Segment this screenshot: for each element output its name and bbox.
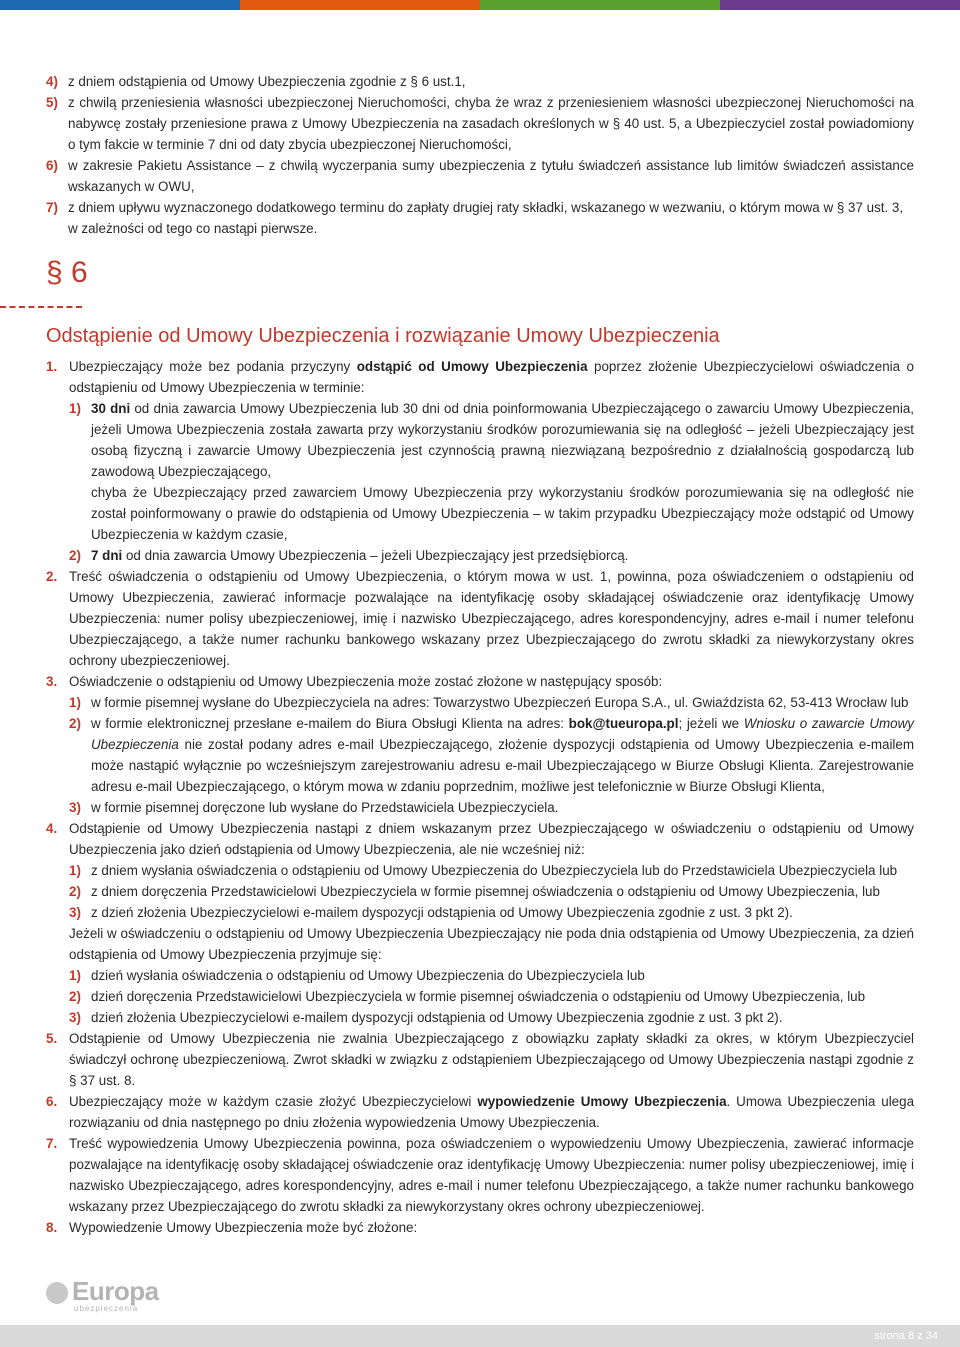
section-number: § 6 <box>46 256 88 289</box>
sub-item <box>69 986 914 1007</box>
sub-item-text: dzień wysłania oświadczenia o odstąpieniu od Umowy Ubezpieczenia do Ubezpieczyciela lub <box>91 968 645 983</box>
europa-logo <box>46 1276 166 1316</box>
paragraph-text: . Umowa Ubezpieczenia ulega rozwiązaniu od dnia następnego po dniu złożenia wypowiedzenia Umowy Ubezpieczenia. <box>69 1094 915 1130</box>
document-body <box>46 71 914 1238</box>
logo-name: Europa <box>72 1276 159 1306</box>
list-number: 1) <box>69 695 81 710</box>
sub-item-text: w formie pisemnej wysłane do Ubezpieczyciela na adres: Towarzystwo Ubezpieczeń Europa S.A., ul. Gwiaździsta 62, 53-413 Wrocław lub <box>91 695 909 710</box>
paragraph-4 <box>46 818 914 1028</box>
section-title: Odstąpienie od Umowy Ubezpieczenia i rozwiązanie Umowy Ubezpieczenia <box>46 325 720 347</box>
list-number: 4) <box>46 74 58 89</box>
paragraph-number: 3. <box>46 674 58 689</box>
email-link[interactable]: bok@tueuropa.pl <box>568 716 679 731</box>
list-number: 5) <box>46 95 58 110</box>
list-number: 3) <box>69 1010 81 1025</box>
paragraph-text: Jeżeli w oświadczeniu o odstąpieniu od Umowy Ubezpieczenia Ubezpieczający nie poda dnia odstąpienia od Umowy Ubezpieczenia, za dzień odstąpienia od Umowy Ubezpieczenia przyjmuje się: <box>69 926 914 962</box>
paragraph-text: Oświadczenie o odstąpieniu od Umowy Ubezpieczenia może zostać złożone w następujący sposób: <box>69 674 663 689</box>
sub-item-text: dzień doręczenia Przedstawicielowi Ubezpieczyciela w formie pisemnej oświadczenia o odstąpieniu od Umowy Ubezpieczenia, lub <box>91 989 866 1004</box>
footer-bar <box>0 1325 960 1347</box>
paragraph-number: 1. <box>46 359 58 374</box>
sub-item-bold: 30 dni <box>91 401 131 416</box>
paragraph-text: Wypowiedzenie Umowy Ubezpieczenia może być złożone: <box>69 1220 418 1235</box>
paragraph-text: Treść oświadczenia o odstąpieniu od Umowy Ubezpieczenia, o którym mowa w ust. 1, powinna, poza oświadczeniem o odstąpieniu od Umowy Ubezpieczenia, zawierać informacje pozwalające na identyfikację osoby składającej oświadczenie oraz identyfikację Umowy Ubezpieczenia: numer polisy ubezpieczeniowej, imię i nazwisko Ubezpieczającego, adres korespondencyjny, adres e-mail i numer telefonu Ubezpieczającego, a także numer rachunku bankowego wskazany przez Ubezpieczającego do zwrotu składki za niewykorzystany okres ochrony ubezpieczeniowej. <box>69 569 914 668</box>
list-text: z chwilą przeniesienia własności ubezpieczonej Nieruchomości, chyba że wraz z przeniesieniem własności ubezpieczonej Nieruchomości na nabywcę zostały przeniesione prawa z Umowy Ubezpieczenia na zasadach określonych w § 40 ust. 5, a Ubezpieczyciel został powiadomiony o tym fakcie w terminie 7 dni od daty zbycia ubezpieczonej Nieruchomości, <box>68 95 914 152</box>
paragraph-text: poprzez złożenie Ubezpieczycielowi oświadczenia o odstąpieniu od Umowy Ubezpieczenia w terminie: <box>69 359 915 395</box>
top-bar-segment-blue <box>0 0 240 10</box>
paragraph-8 <box>46 1217 914 1238</box>
paragraph-number: 8. <box>46 1220 58 1235</box>
sub-item <box>69 881 914 902</box>
sub-item <box>69 797 914 818</box>
section-divider <box>0 306 82 308</box>
sub-item-text: w formie elektronicznej przesłane e-mailem do Biura Obsługi Klienta na adres: <box>91 716 569 731</box>
paragraph-text: Odstąpienie od Umowy Ubezpieczenia nie zwalnia Ubezpieczającego z obowiązku zapłaty składki za okres, w którym Ubezpieczyciel świadczył ochronę ubezpieczeniową. Zwrot składki w związku z odstąpieniem Ubezpieczającego od Umowy Ubezpieczenia nastąpi zgodnie z § 37 ust. 8. <box>69 1031 914 1088</box>
paragraph-text: Treść wypowiedzenia Umowy Ubezpieczenia powinna, poza oświadczeniem o wypowiedzeniu Umowy Ubezpieczenia, zawierać informacje pozwalające na identyfikację osoby składającej oświadczenie oraz identyfikację Umowy Ubezpieczenia: numer polisy ubezpieczeniowej, imię i nazwisko Ubezpieczającego, adres korespondencyjny, adres e-mail i numer telefonu Ubezpieczającego, a także numer rachunku bankowego wskazany przez Ubezpieczającego do zwrotu składki za niewykorzystany okres ochrony ubezpieczeniowej. <box>69 1136 914 1214</box>
sub-item-text: dzień złożenia Ubezpieczycielowi e-mailem dyspozycji odstąpienia od Umowy Ubezpieczenia zgodnie z ust. 3 pkt 2). <box>91 1010 783 1025</box>
paragraph-number: 5. <box>46 1031 58 1046</box>
top-color-bar <box>0 0 960 10</box>
sub-item-continuation: chyba że Ubezpieczający przed zawarciem Umowy Ubezpieczenia przy wykorzystaniu środków porozumiewania się na odległość nie został poinformowany o prawie do odstąpienia od Umowy Ubezpieczenia – w takim przypadku Ubezpieczający może odstąpić od Umowy Ubezpieczenia w każdym czasie, <box>91 485 914 542</box>
list-number: 2) <box>69 548 81 563</box>
list-number: 2) <box>69 989 81 1004</box>
list-number: 1) <box>69 863 81 878</box>
sub-item <box>69 860 914 881</box>
paragraph-bold: wypowiedzenie Umowy Ubezpieczenia <box>477 1094 727 1109</box>
sub-item-text: z dniem doręczenia Przedstawicielowi Ubezpieczyciela w formie pisemnej oświadczenia o odstąpieniu od Umowy Ubezpieczenia, lub <box>91 884 880 899</box>
sub-item-text: nie został podany adres e-mail Ubezpieczającego, złożenie dyspozycji odstąpienia od Umowy Ubezpieczenia e-mailem może nastąpić wyłącznie po wcześniejszym zarejestrowaniu adresu e-mail Ubezpieczającego w Biurze Obsługi Klienta. Zarejestrowanie adresu e-mail Ubezpieczającego, o którym mowa w zdaniu poprzednim, możliwe jest telefonicznie w Biurze Obsługi Klienta, <box>91 737 914 794</box>
sub-item <box>69 1007 914 1028</box>
paragraph-text: Ubezpieczający może bez podania przyczyny <box>69 359 357 374</box>
list-number: 1) <box>69 401 81 416</box>
sub-item <box>69 398 914 545</box>
page-number: strona 8 z 34 <box>874 1330 938 1342</box>
list-number: 3) <box>69 905 81 920</box>
logo-mark-icon <box>46 1282 68 1304</box>
paragraph-number: 7. <box>46 1136 58 1151</box>
top-bar-segment-purple <box>720 0 960 10</box>
top-bar-segment-green <box>480 0 720 10</box>
sub-item-text: ; jeżeli we <box>678 716 744 731</box>
sub-item-text: z dniem wysłania oświadczenia o odstąpieniu od Umowy Ubezpieczenia do Ubezpieczyciela lub do Przedstawiciela Ubezpieczyciela lub <box>91 863 898 878</box>
sub-item <box>69 902 914 923</box>
paragraph-7 <box>46 1133 914 1217</box>
sub-item <box>69 545 914 566</box>
paragraph-text: Odstąpienie od Umowy Ubezpieczenia nastąpi z dniem wskazanym przez Ubezpieczającego w oświadczeniu o odstąpieniu od Umowy Ubezpieczenia jako dzień odstąpienia od Umowy Ubezpieczenia, ale nie wcześniej niż: <box>69 821 914 857</box>
list-text: z dniem upływu wyznaczonego dodatkowego terminu do zapłaty drugiej raty składki, wskazanego w wezwaniu, o którym mowa w § 37 ust. 3, <box>68 200 904 215</box>
sub-item-italic: Wniosku o zawarcie Umowy Ubezpieczenia <box>91 716 914 752</box>
list-item <box>46 155 914 197</box>
paragraph-1 <box>46 356 914 566</box>
list-item <box>46 197 914 218</box>
paragraph-3 <box>46 671 914 818</box>
paragraph-bold: odstąpić od Umowy Ubezpieczenia <box>356 359 588 374</box>
list-text: z dniem odstąpienia od Umowy Ubezpieczenia zgodnie z § 6 ust.1, <box>68 74 466 89</box>
list-number: 3) <box>69 800 81 815</box>
paragraph-text: Ubezpieczający może w każdym czasie złożyć Ubezpieczycielowi <box>69 1094 478 1109</box>
list-number: 2) <box>69 716 81 731</box>
sub-item-text: od dnia zawarcia Umowy Ubezpieczenia lub 30 dni od dnia poinformowania Ubezpieczającego o zawarciu Umowy Ubezpieczenia, jeżeli Umowa Ubezpieczenia została zawarta przy wykorzystaniu środków porozumiewania się na odległość – jeżeli Ubezpieczający jest osobą fizyczną i zawarcie Umowy Ubezpieczenia jest czynnością prawną niezwiązaną bezpośrednio z działalnością gospodarczą lub zawodową Ubezpieczającego, <box>91 401 914 479</box>
paragraph-number: 2. <box>46 569 58 584</box>
paragraph-number: 4. <box>46 821 58 836</box>
sub-item <box>69 965 914 986</box>
paragraph-6 <box>46 1091 914 1133</box>
sub-item-text: w formie pisemnej doręczone lub wysłane do Przedstawiciela Ubezpieczyciela. <box>91 800 559 815</box>
list-item <box>46 71 914 92</box>
logo-subtitle: ubezpieczenia <box>74 1304 139 1313</box>
paragraph-number: 6. <box>46 1094 58 1109</box>
list-number: 6) <box>46 158 58 173</box>
list-number: 7) <box>46 200 58 215</box>
sub-item <box>69 713 914 797</box>
section-header <box>46 256 914 322</box>
sub-item-text: z dzień złożenia Ubezpieczycielowi e-mailem dyspozycji odstąpienia od Umowy Ubezpieczenia zgodnie z ust. 3 pkt 2). <box>91 905 793 920</box>
list-item <box>46 92 914 155</box>
sub-item-text: od dnia zawarcia Umowy Ubezpieczenia – jeżeli Ubezpieczający jest przedsiębiorcą. <box>122 548 629 563</box>
closing-line: w zależności od tego co nastąpi pierwsze. <box>68 221 318 236</box>
sub-item-bold: 7 dni <box>91 548 123 563</box>
paragraph-5 <box>46 1028 914 1091</box>
list-text: w zakresie Pakietu Assistance – z chwilą wyczerpania sumy ubezpieczenia z tytułu świadczeń assistance lub limitów świadczeń assistance wskazanych w OWU, <box>68 158 914 194</box>
top-bar-segment-orange <box>240 0 480 10</box>
list-number: 1) <box>69 968 81 983</box>
paragraph-2 <box>46 566 914 671</box>
list-number: 2) <box>69 884 81 899</box>
sub-item <box>69 692 914 713</box>
